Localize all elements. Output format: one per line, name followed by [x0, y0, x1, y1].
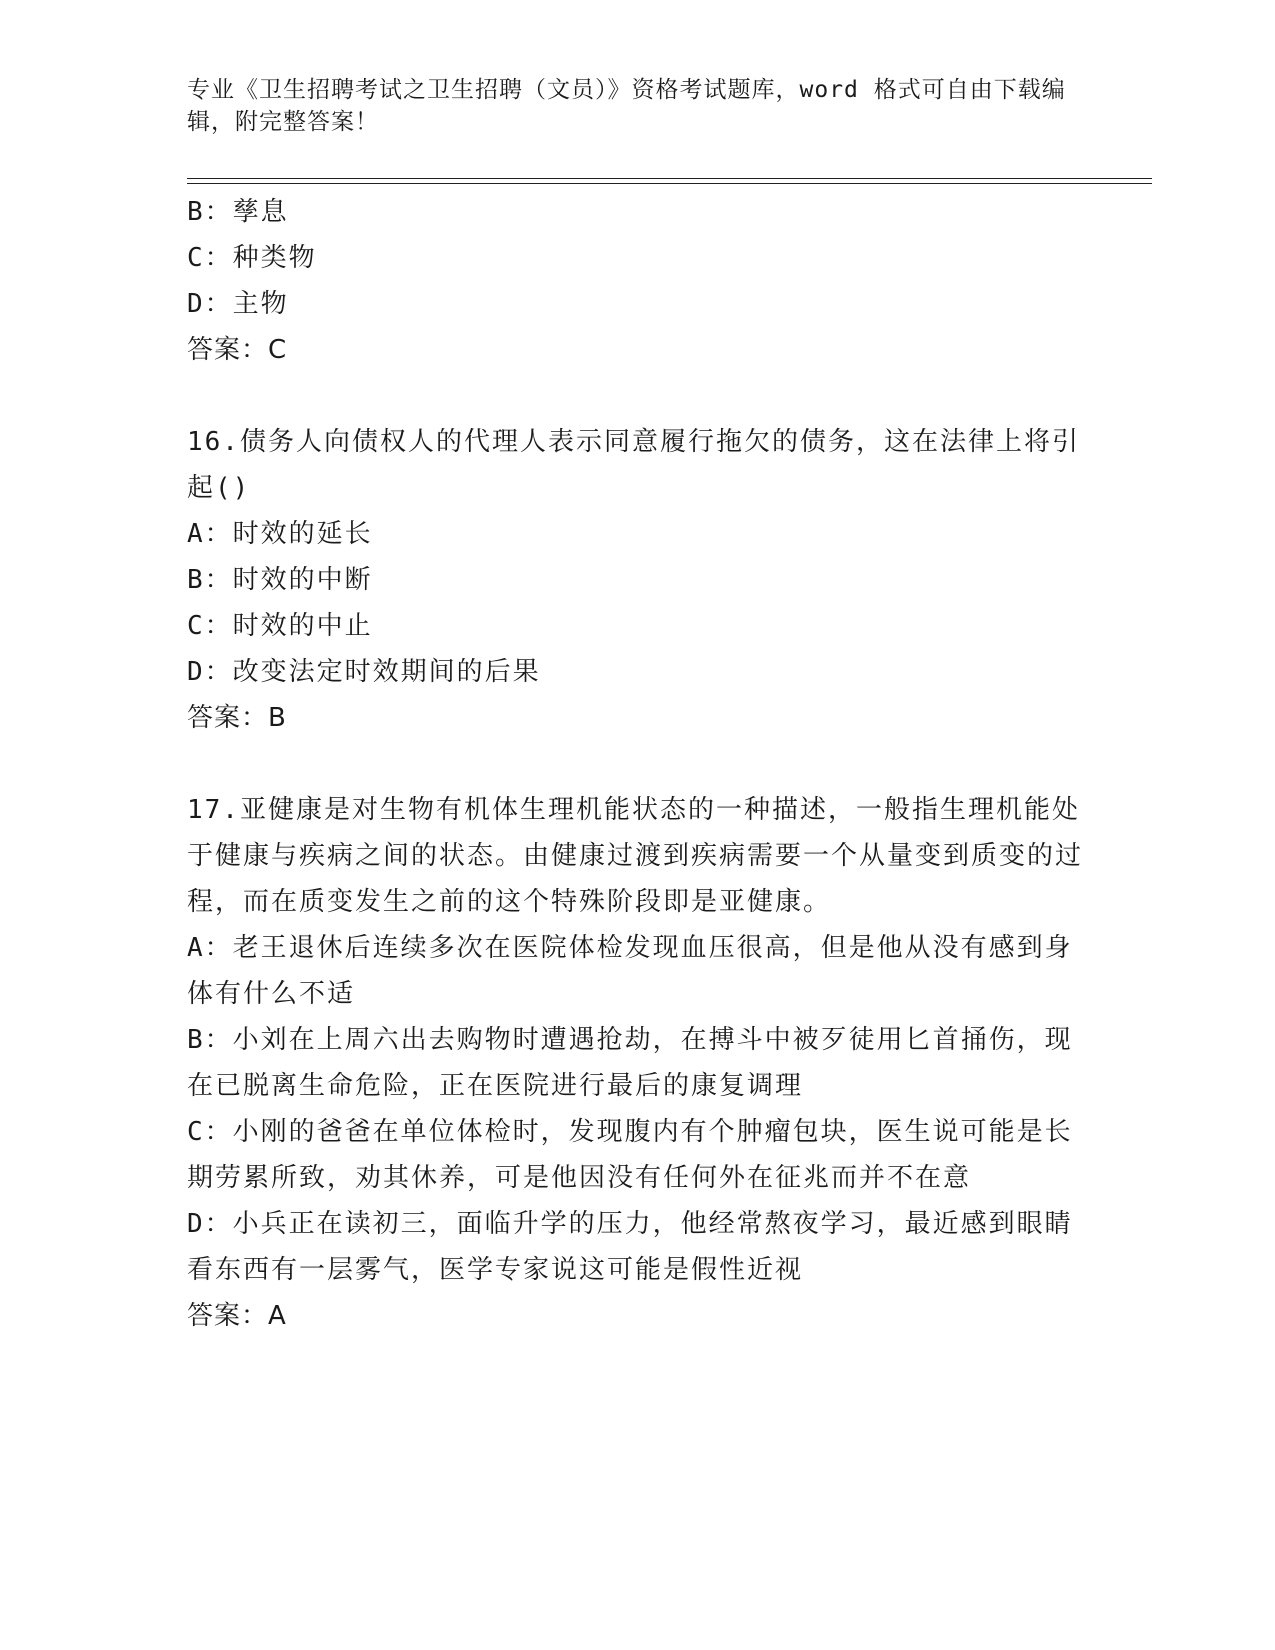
option-a: A：老王退休后连续多次在医院体检发现血压很高，但是他从没有感到身体有什么不适 [187, 933, 1073, 1009]
option-d: D：小兵正在读初三，面临升学的压力，他经常熬夜学习，最近感到眼睛看东西有一层雾气，医学专家说这可能是假性近视 [187, 1209, 1073, 1285]
answer-label: 答案：C [187, 335, 288, 365]
option-c: C：小刚的爸爸在单位体检时，发现腹内有个肿瘤包块，医生说可能是长期劳累所致，劝其休养，可是他因没有任何外在征兆而并不在意 [187, 1117, 1073, 1193]
document-header [187, 74, 1067, 138]
spacer [187, 373, 1087, 419]
question-content [187, 189, 1087, 1339]
question-text: 16.债务人向债权人的代理人表示同意履行拖欠的债务，这在法律上将引起() [187, 427, 1080, 503]
question-17 [187, 787, 1087, 1339]
question-15-tail [187, 189, 1087, 373]
question-text: 17.亚健康是对生物有机体生理机能状态的一种描述，一般指生理机能处于健康与疾病之间的状态。由健康过渡到疾病需要一个从量变到质变的过程，而在质变发生之前的这个特殊阶段即是亚健康。 [187, 795, 1084, 917]
answer-label: 答案：B [187, 703, 287, 733]
option-b: B：小刘在上周六出去购物时遭遇抢劫，在搏斗中被歹徒用匕首捅伤，现在已脱离生命危险，正在医院进行最后的康复调理 [187, 1025, 1073, 1101]
option-b: B：孳息 [187, 197, 289, 227]
header-divider-top [187, 178, 1152, 179]
option-c: C：时效的中止 [187, 611, 373, 641]
option-d: D：改变法定时效期间的后果 [187, 657, 541, 687]
answer-label: 答案：A [187, 1301, 287, 1331]
question-16 [187, 419, 1087, 741]
header-divider-bottom [187, 183, 1152, 184]
option-c: C：种类物 [187, 243, 317, 273]
spacer [187, 741, 1087, 787]
option-d: D：主物 [187, 289, 289, 319]
header-title: 专业《卫生招聘考试之卫生招聘（文员）》资格考试题库，word 格式可自由下载编辑，附完整答案！ [187, 77, 1066, 135]
option-a: A：时效的延长 [187, 519, 373, 549]
option-b: B：时效的中断 [187, 565, 373, 595]
